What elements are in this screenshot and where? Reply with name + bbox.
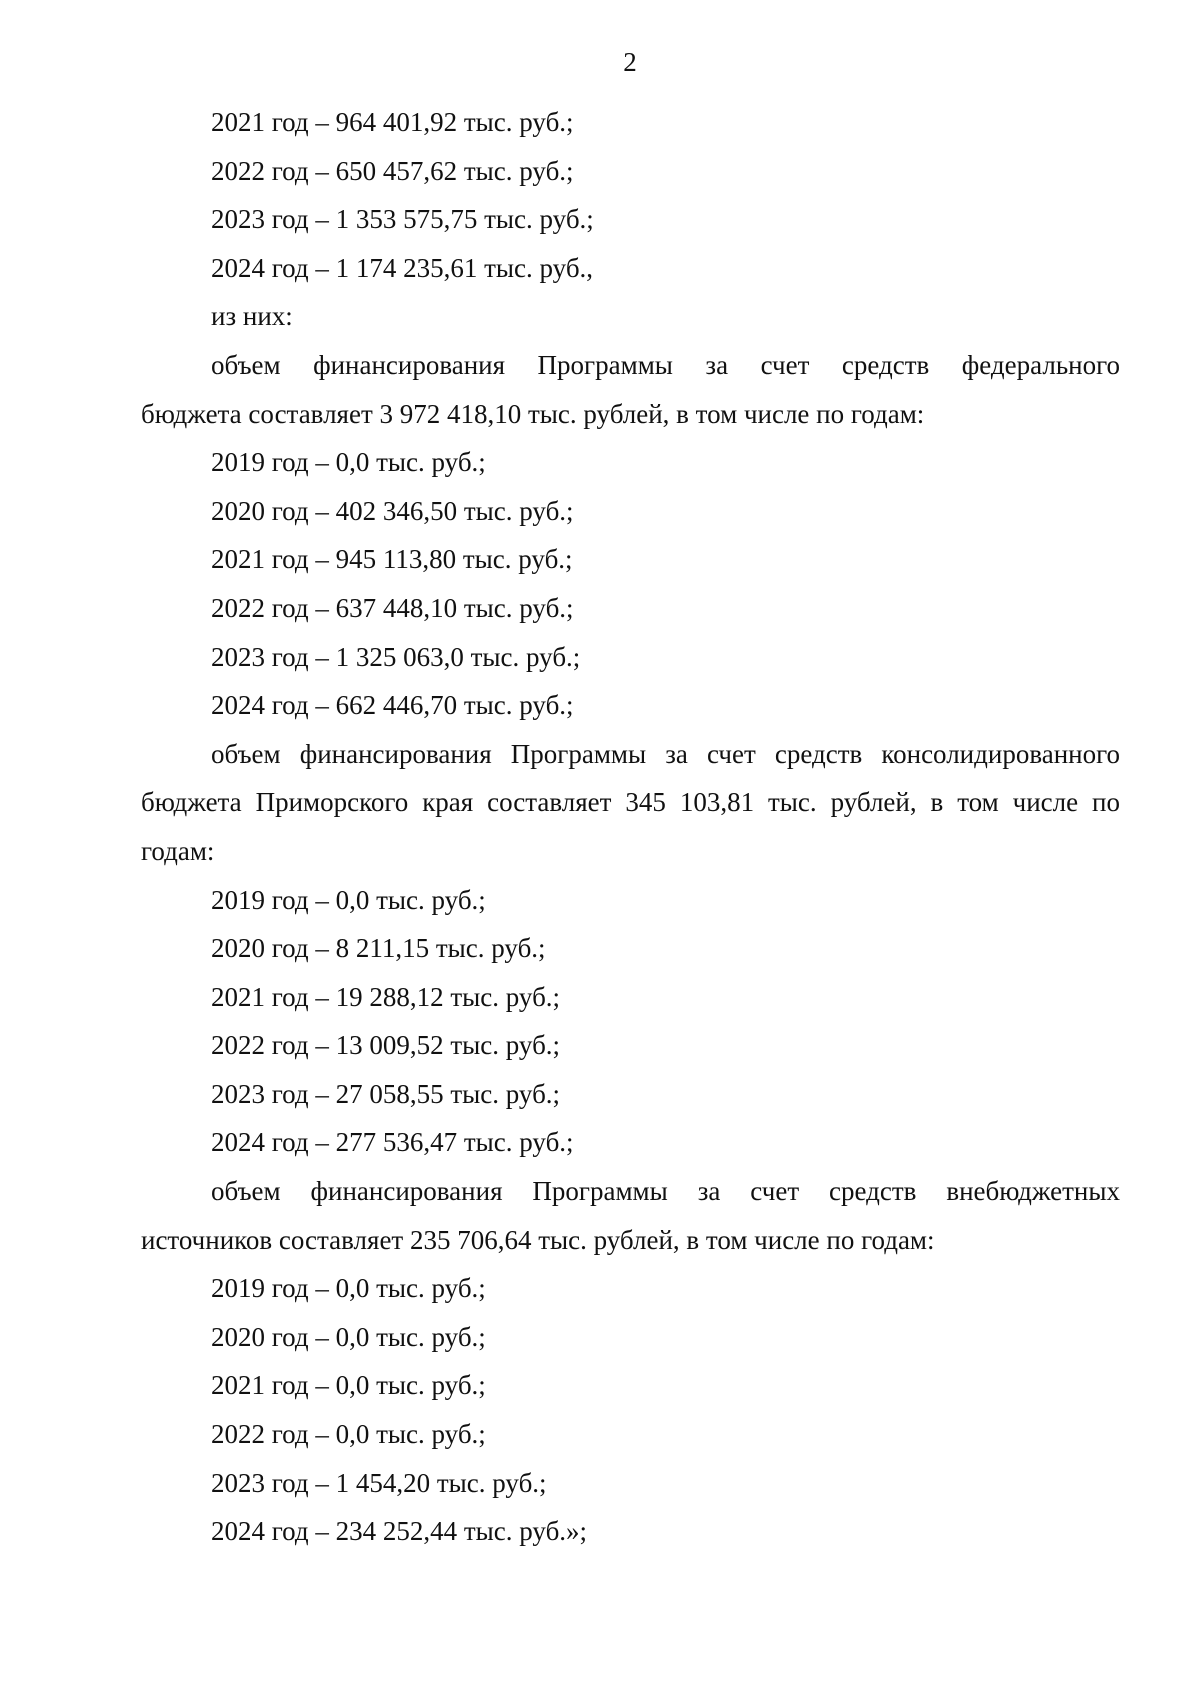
regional-year-2020: 2020 год – 8 211,15 тыс. руб.; [211,933,546,964]
federal-year-2024: 2024 год – 662 446,70 тыс. руб.; [211,690,574,721]
regional-year-2023: 2023 год – 27 058,55 тыс. руб.; [211,1078,561,1109]
extrabudgetary-intro-line-1: объем финансирования Программы за счет средств внебюджетных [211,1176,1120,1207]
federal-intro-line-2: бюджета составляет 3 972 418,10 тыс. рублей, в том числе по годам: [141,398,925,429]
federal-funding-paragraph [141,341,1120,438]
total-year-2021: 2021 год – 964 401,92 тыс. руб.; [211,107,574,137]
extrabudgetary-year-2019: 2019 год – 0,0 тыс. руб.; [211,1273,486,1304]
total-year-2024: 2024 год – 1 174 235,61 тыс. руб., [211,252,594,283]
document-body [141,98,1120,1556]
regional-intro-line-2: бюджета Приморского края составляет 345 103,81 тыс. рублей, в том числе по [141,787,1120,818]
total-year-2022: 2022 год – 650 457,62 тыс. руб.; [211,155,574,186]
regional-year-2021: 2021 год – 19 288,12 тыс. руб.; [211,981,561,1012]
extrabudgetary-funding-paragraph [141,1167,1120,1264]
regional-intro-line-1: объем финансирования Программы за счет средств консолидированного [211,738,1120,769]
regional-year-2022: 2022 год – 13 009,52 тыс. руб.; [211,1030,561,1061]
federal-year-2023: 2023 год – 1 325 063,0 тыс. руб.; [211,641,581,672]
of-which-label: из них: [211,301,293,332]
extrabudgetary-intro-line-2: источников составляет 235 706,64 тыс. рублей, в том числе по годам: [141,1224,935,1255]
regional-funding-paragraph [141,730,1120,876]
extrabudgetary-year-2024: 2024 год – 234 252,44 тыс. руб.»; [211,1516,588,1547]
regional-year-2024: 2024 год – 277 536,47 тыс. руб.; [211,1127,574,1158]
federal-year-2020: 2020 год – 402 346,50 тыс. руб.; [211,495,574,526]
total-year-2023: 2023 год – 1 353 575,75 тыс. руб.; [211,204,594,235]
federal-year-2021: 2021 год – 945 113,80 тыс. руб.; [211,544,573,575]
extrabudgetary-year-2021: 2021 год – 0,0 тыс. руб.; [211,1370,486,1401]
regional-year-2019: 2019 год – 0,0 тыс. руб.; [211,884,486,915]
federal-intro-line-1: объем финансирования Программы за счет средств федерального [211,349,1120,380]
extrabudgetary-year-2020: 2020 год – 0,0 тыс. руб.; [211,1321,486,1352]
federal-year-2019: 2019 год – 0,0 тыс. руб.; [211,447,486,478]
federal-year-2022: 2022 год – 637 448,10 тыс. руб.; [211,592,574,623]
extrabudgetary-year-2023: 2023 год – 1 454,20 тыс. руб.; [211,1467,547,1498]
extrabudgetary-year-2022: 2022 год – 0,0 тыс. руб.; [211,1419,486,1450]
regional-intro-line-3: годам: [141,835,215,866]
page-number: 2 [623,47,637,77]
